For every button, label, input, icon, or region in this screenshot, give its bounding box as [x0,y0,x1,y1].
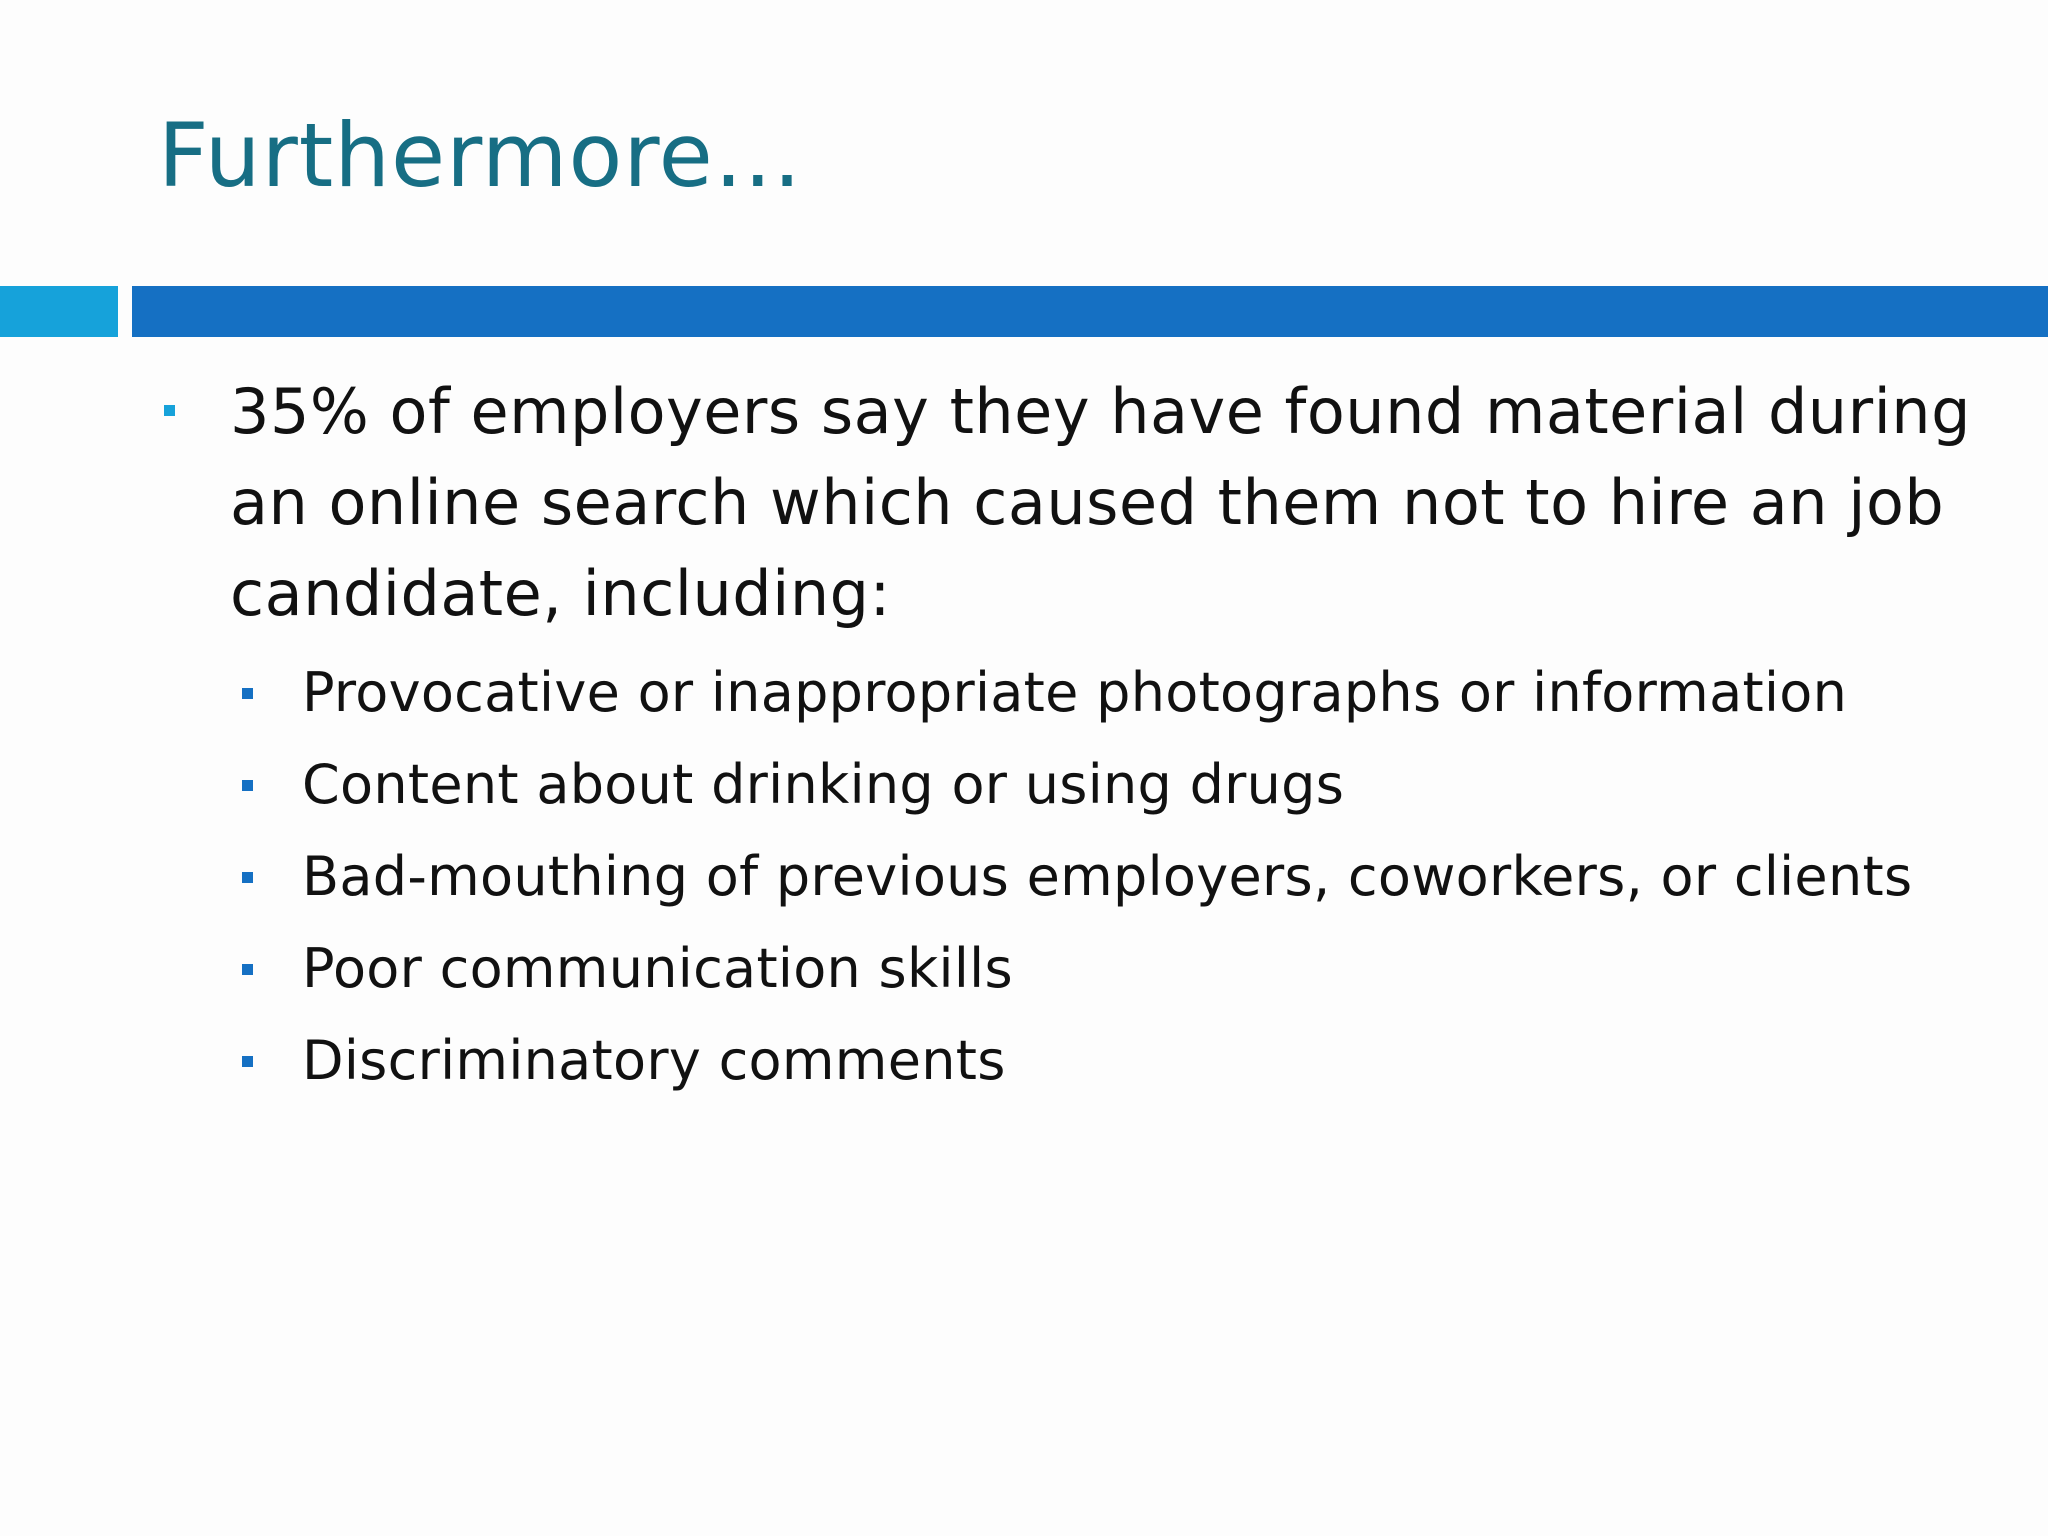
square-bullet-icon [242,688,253,699]
square-bullet-icon [242,872,253,883]
sub-bullet-text: Bad-mouthing of previous employers, coworkers, or clients [302,845,1913,908]
slide-body [158,366,1998,1107]
sub-bullet-item [302,1015,1998,1107]
sub-bullet-item [302,923,1998,1015]
sub-bullet-list [158,647,1998,1107]
sub-bullet-item [302,647,1998,739]
title-divider-bar [132,286,2048,337]
sub-bullet-text: Discriminatory comments [302,1029,1006,1092]
square-bullet-icon [164,405,175,416]
sub-bullet-text: Poor communication skills [302,937,1013,1000]
slide-title: Furthermore… [158,104,803,207]
square-bullet-icon [242,1056,253,1067]
sub-bullet-item [302,831,1998,923]
sub-bullet-text: Provocative or inappropriate photographs or information [302,661,1848,724]
main-bullet-item [158,366,1998,639]
sub-bullet-item [302,739,1998,831]
main-bullet-text: 35% of employers say they have found material during an online search which caused them not to hire an job candidate, including: [230,375,1971,630]
square-bullet-icon [242,780,253,791]
title-accent-bar [0,286,118,337]
sub-bullet-text: Content about drinking or using drugs [302,753,1345,816]
square-bullet-icon [242,964,253,975]
